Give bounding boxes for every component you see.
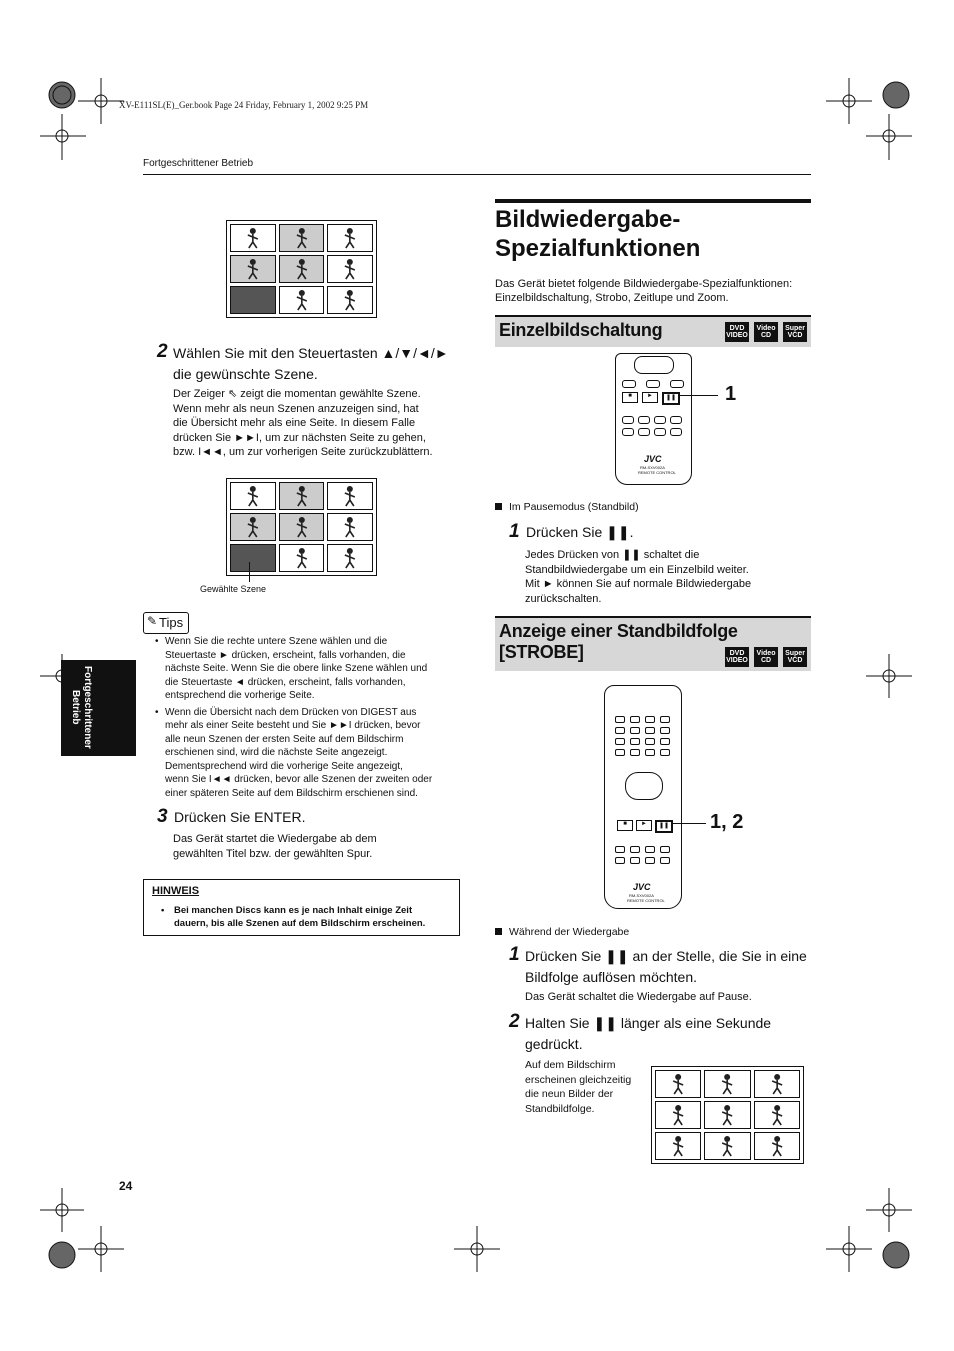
video-cd-badge: Video CD bbox=[754, 322, 778, 342]
button-grid bbox=[622, 416, 682, 436]
figure-silhouette bbox=[280, 545, 324, 571]
transport-buttons: ■ ► ❚❚ bbox=[617, 820, 673, 833]
figure-silhouette bbox=[705, 1133, 749, 1159]
body-line: Mit ► können Sie auf normale Bildwiedergabe bbox=[525, 578, 752, 590]
remote-caption: REMOTE CONTROL bbox=[627, 898, 665, 903]
page-number: 24 bbox=[119, 1179, 133, 1193]
figure-silhouette bbox=[231, 514, 275, 540]
tip-line: Wenn die Übersicht nach dem Drücken von DIGEST aus bbox=[165, 706, 417, 718]
body-line: Der Zeiger ⇖ zeigt die momentan gewählte Szene. bbox=[173, 388, 421, 400]
figure-silhouette bbox=[328, 287, 372, 313]
scene-thumb bbox=[327, 255, 373, 283]
lightbulb-icon: ✎ bbox=[147, 614, 158, 628]
remote-model: RM-SXV002A bbox=[640, 465, 665, 470]
figure-silhouette bbox=[705, 1071, 749, 1097]
transport-buttons: ■ ► ❚❚ bbox=[622, 392, 680, 405]
s2-step1-heading bbox=[509, 946, 809, 988]
strobe-frame bbox=[655, 1070, 701, 1098]
scene-thumb bbox=[327, 513, 373, 541]
strobe-frame bbox=[754, 1070, 800, 1098]
step-number: 1 bbox=[509, 944, 520, 965]
step-number: 2 bbox=[509, 1011, 520, 1032]
number-pad bbox=[615, 716, 670, 756]
section-title: Anzeige einer Standbildfolge [STROBE] bbox=[499, 621, 738, 662]
figure-silhouette bbox=[328, 514, 372, 540]
step-3-text: Drücken Sie ENTER. bbox=[174, 809, 306, 825]
step-3-heading bbox=[157, 806, 306, 828]
scene-thumb bbox=[279, 513, 325, 541]
mode-label-1: Im Pausemodus (Standbild) bbox=[495, 500, 639, 515]
step-2-line1: Wählen Sie mit den Steuertasten ▲/▼/◄/► bbox=[173, 345, 449, 361]
scene-thumb bbox=[279, 482, 325, 510]
body-line: Jedes Drücken von ❚❚ schaltet die bbox=[525, 549, 700, 561]
section-title: Einzelbildschaltung bbox=[499, 320, 663, 340]
body-line: drücken Sie ►►I, um zur nächsten Seite zu gehen, bbox=[173, 431, 426, 444]
strobe-grid bbox=[651, 1066, 804, 1164]
s1-step-text: Drücken Sie ❚❚. bbox=[526, 524, 634, 540]
strobe-frame bbox=[754, 1101, 800, 1129]
figure-silhouette bbox=[328, 483, 372, 509]
page-title-line1: Bildwiedergabe- bbox=[495, 206, 681, 233]
body-line: gewählten Titel bzw. der gewählten Spur. bbox=[173, 847, 373, 860]
scene-thumb bbox=[327, 224, 373, 252]
header-rule bbox=[143, 174, 811, 175]
dvd-video-badge: DVD VIDEO bbox=[725, 322, 749, 342]
remote-caption: REMOTE CONTROL bbox=[638, 470, 676, 475]
s2-step1-line1: Drücken Sie ❚❚ an der Stelle, die Sie in eine bbox=[525, 948, 807, 964]
side-tab-line1: Fortgeschrittener bbox=[82, 666, 93, 749]
scene-thumb bbox=[279, 255, 325, 283]
body-line: die Übersicht mehr als eine Seite. In diesem Falle bbox=[173, 417, 416, 429]
square-bullet-icon bbox=[495, 503, 502, 510]
callout-1: 1 bbox=[725, 383, 737, 405]
body-line: zurückschalten. bbox=[525, 592, 602, 605]
figure-silhouette bbox=[656, 1071, 700, 1097]
figure-silhouette bbox=[280, 287, 324, 313]
side-tab-line2: Betrieb bbox=[70, 690, 81, 725]
square-bullet-icon bbox=[495, 928, 502, 935]
tip-line: alle neun Szenen der ersten Seite auf dem Bildschirm bbox=[165, 733, 404, 745]
tip-line: mehr als einer Seite besteht und Sie ►►I drücken, bevor bbox=[165, 720, 421, 731]
figure-silhouette bbox=[328, 256, 372, 282]
strobe-frame bbox=[655, 1101, 701, 1129]
body-line: bzw. I◄◄, um zur vorherigen Seite zurückzublättern. bbox=[173, 446, 433, 458]
figure-silhouette bbox=[328, 225, 372, 251]
figure-silhouette bbox=[755, 1133, 799, 1159]
dpad-icon bbox=[634, 356, 674, 374]
disc-badges bbox=[725, 647, 807, 667]
figure-silhouette bbox=[280, 483, 324, 509]
title-bar bbox=[495, 199, 811, 203]
scene-thumb bbox=[279, 544, 325, 572]
body-line: Standbildwiedergabe um ein Einzelbild weiter. bbox=[525, 563, 749, 576]
tip-line: Wenn Sie die rechte untere Szene wählen und die bbox=[165, 636, 388, 647]
step-number: 3 bbox=[157, 806, 168, 827]
tip-item: • Wenn die Übersicht nach dem Drücken von DIGEST aus mehr als einer Seite besteht und Sie ►►I drücken, bevor alle neun Szenen der ersten Seite auf dem Bildschirm erschienen sind, wird die nächste Seite angezeigt. Dementsprechend wird die vorherige Seite angezeigt, wenn Sie I◄◄ drücken, bevor alle Szenen der zweiten oder einer späteren Seite auf dem Bildschirm erschienen sind. bbox=[155, 706, 460, 801]
figure-silhouette bbox=[280, 514, 324, 540]
callout-line-2 bbox=[672, 823, 706, 824]
tip-item: • Wenn Sie die rechte untere Szene wählen und die Steuertaste ► drücken, erscheint, falls vorhanden, die nächste Seite. Wenn Sie die obere linke Szene wählen und die Steuertaste ◄ drücken, erscheint, falls vorhanden, entsprechend die vorherige Seite. bbox=[155, 635, 460, 703]
s2-step2-line2: gedrückt. bbox=[525, 1036, 583, 1052]
hinweis-label: HINWEIS bbox=[152, 885, 200, 897]
remote-control-full bbox=[604, 685, 682, 909]
body-line: die neun Bilder der bbox=[525, 1088, 614, 1100]
strobe-frame bbox=[754, 1132, 800, 1160]
page-header: Fortgeschrittener Betrieb bbox=[143, 158, 254, 169]
figure-silhouette bbox=[280, 225, 324, 251]
tips-list bbox=[155, 635, 460, 800]
step-2-heading bbox=[157, 343, 457, 385]
callout-1-2: 1, 2 bbox=[710, 811, 744, 833]
scene-thumb-selected bbox=[230, 544, 276, 572]
tip-line: entsprechend die vorherige Seite. bbox=[165, 690, 315, 701]
step-2-body bbox=[173, 387, 463, 460]
strobe-frame bbox=[704, 1070, 750, 1098]
figure-silhouette bbox=[280, 256, 324, 282]
step-number: 1 bbox=[509, 521, 520, 542]
book-line: XV-E111SL(E)_Ger.book Page 24 Friday, February 1, 2002 9:25 PM bbox=[119, 100, 369, 110]
tip-line: wenn Sie I◄◄ drücken, bevor alle Szenen der zweiten oder bbox=[165, 774, 433, 785]
intro-text: Das Gerät bietet folgende Bildwiedergabe-Spezialfunktionen: Einzelbildschaltung, Strobo, Zeitlupe und Zoom. bbox=[495, 278, 793, 304]
figure-silhouette bbox=[231, 225, 275, 251]
step-3-body bbox=[173, 832, 377, 861]
s2-step2-heading bbox=[509, 1013, 809, 1055]
body-line: erscheinen gleichzeitig bbox=[525, 1073, 632, 1086]
tips-label: Tips bbox=[159, 615, 184, 630]
strobe-frame bbox=[704, 1132, 750, 1160]
video-cd-badge: Video CD bbox=[754, 647, 778, 667]
selected-scene-pointer-line bbox=[249, 562, 250, 582]
tip-line: die Steuertaste ◄ drücken, erscheint, falls vorhanden, bbox=[165, 676, 406, 688]
body-line: Auf dem Bildschirm bbox=[525, 1059, 616, 1071]
hinweis-box bbox=[143, 879, 460, 936]
tips-icon bbox=[143, 612, 189, 634]
scene-thumb bbox=[327, 544, 373, 572]
scene-thumb bbox=[279, 224, 325, 252]
tip-line: erschienen sind, wird die nächste Seite angezeigt. bbox=[165, 747, 388, 758]
figure-silhouette bbox=[705, 1102, 749, 1128]
super-vcd-badge: Super VCD bbox=[783, 647, 807, 667]
tip-line: nächste Seite. Wenn Sie die obere linke Szene wählen und bbox=[165, 663, 428, 674]
scene-thumb bbox=[327, 482, 373, 510]
page-title bbox=[495, 205, 700, 263]
tip-line: einer späteren Seite auf dem Bildschirm erschienen sind. bbox=[165, 787, 418, 799]
scene-thumb bbox=[230, 224, 276, 252]
tip-line: Steuertaste ► drücken, erscheint, falls vorhanden, die bbox=[165, 649, 406, 661]
s2-step2-line1: Halten Sie ❚❚ länger als eine Sekunde bbox=[525, 1015, 772, 1031]
disc-badges bbox=[725, 322, 807, 342]
s2-step2-body bbox=[525, 1058, 631, 1116]
section-einzelbildschaltung bbox=[495, 315, 811, 347]
button-grid bbox=[615, 846, 670, 864]
tip-line: Dementsprechend wird die vorherige Seite angezeigt, bbox=[165, 760, 403, 772]
s1-step-heading bbox=[509, 521, 634, 543]
figure-silhouette bbox=[231, 256, 275, 282]
digest-grid-1 bbox=[226, 220, 377, 318]
dvd-video-badge: DVD VIDEO bbox=[725, 647, 749, 667]
remote-model: RM-SXV002A bbox=[629, 893, 654, 898]
figure-silhouette bbox=[328, 545, 372, 571]
figure-silhouette bbox=[755, 1071, 799, 1097]
figure-silhouette bbox=[231, 483, 275, 509]
scene-thumb bbox=[279, 286, 325, 314]
body-line: Das Gerät startet die Wiedergabe ab dem bbox=[173, 833, 377, 845]
scene-thumb bbox=[230, 286, 276, 314]
dpad-icon bbox=[625, 772, 663, 800]
s1-body bbox=[525, 548, 751, 606]
selected-scene-label: Gewählte Szene bbox=[200, 584, 267, 594]
step-number: 2 bbox=[157, 341, 168, 362]
section-strobe bbox=[495, 616, 811, 671]
s2-step1-line2: Bildfolge auflösen möchten. bbox=[525, 969, 697, 985]
hinweis-line: Bei manchen Discs kann es je nach Inhalt einige Zeit bbox=[174, 905, 413, 916]
figure-silhouette bbox=[755, 1102, 799, 1128]
scene-thumb bbox=[327, 286, 373, 314]
callout-line-1 bbox=[680, 395, 718, 396]
super-vcd-badge: Super VCD bbox=[783, 322, 807, 342]
step-2-line2: die gewünschte Szene. bbox=[173, 366, 318, 382]
figure-silhouette bbox=[656, 1133, 700, 1159]
page-title-line2: Spezialfunktionen bbox=[495, 235, 701, 262]
hinweis-text: • Bei manchen Discs kann es je nach Inhalt einige Zeit dauern, bis alle Szenen auf dem Bildschirm erscheinen. bbox=[161, 905, 426, 929]
strobe-frame bbox=[655, 1132, 701, 1160]
remote-brand: JVC bbox=[644, 454, 662, 464]
button-row bbox=[622, 380, 684, 388]
hinweis-line: dauern, bis alle Szenen auf dem Bildschirm erscheinen. bbox=[174, 918, 426, 929]
body-line: Wenn mehr als neun Szenen anzuzeigen sind, hat bbox=[173, 402, 419, 415]
scene-thumb bbox=[230, 482, 276, 510]
side-tab bbox=[61, 660, 136, 756]
strobe-frame bbox=[704, 1101, 750, 1129]
scene-thumb bbox=[230, 513, 276, 541]
remote-control-partial bbox=[615, 353, 692, 485]
mode-label-2: Während der Wiedergabe bbox=[495, 925, 629, 940]
s2-step1-body: Das Gerät schaltet die Wiedergabe auf Pause. bbox=[525, 991, 752, 1003]
scene-thumb bbox=[230, 255, 276, 283]
body-line: Standbildfolge. bbox=[525, 1102, 595, 1115]
remote-brand: JVC bbox=[633, 882, 651, 892]
figure-silhouette bbox=[656, 1102, 700, 1128]
